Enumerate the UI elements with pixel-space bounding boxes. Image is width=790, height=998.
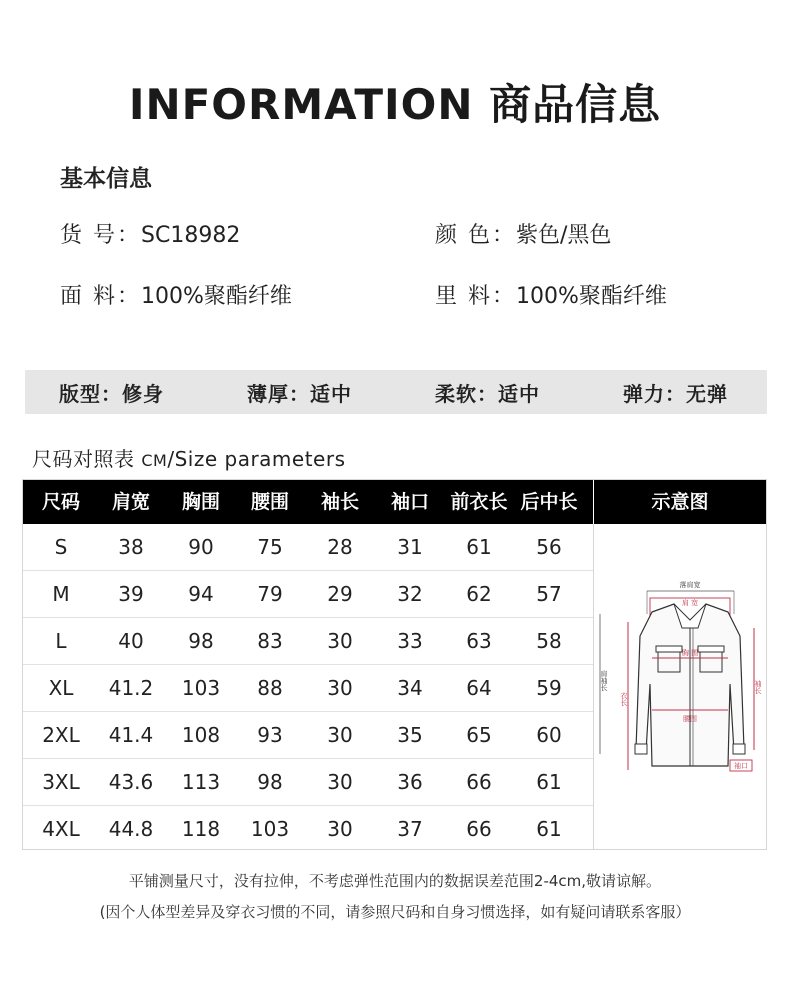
measurement-cell: 28 [327, 535, 353, 559]
measurement-cell: 113 [181, 770, 221, 794]
measurement-cell: 34 [397, 676, 423, 700]
size-table-body [23, 524, 594, 849]
measurement-cell: 61 [536, 817, 562, 841]
header-shoulder: 肩宽 [111, 491, 150, 513]
thickness-attribute: 薄厚：适中 [247, 381, 352, 406]
measurement-cell: 66 [466, 770, 492, 794]
measurement-cell: 66 [466, 817, 492, 841]
measurement-cell: 30 [327, 817, 353, 841]
size-cell: XL [48, 676, 74, 700]
measurement-cell: 83 [257, 629, 283, 653]
fabric-info [60, 279, 292, 310]
size-cell: L [55, 629, 67, 653]
measurement-cell: 79 [257, 582, 283, 606]
table-row [23, 759, 594, 806]
measurement-cell: 38 [118, 535, 144, 559]
body-length-label: 衣长 [620, 692, 628, 706]
measurement-cell: 39 [118, 582, 144, 606]
table-row [23, 571, 594, 618]
cuff-label: 袖口 [734, 762, 748, 770]
header-size: 尺码 [41, 491, 80, 513]
chest-label: 胸 围 [681, 649, 699, 657]
fit-attribute: 版型：修身 [59, 381, 164, 406]
measurement-cell: 30 [327, 770, 353, 794]
color-value: 紫色/黑色 [516, 223, 612, 248]
header-cuff: 袖口 [390, 491, 429, 513]
table-row [23, 665, 594, 712]
left-pocket-flap [656, 646, 682, 652]
size-table [22, 479, 767, 850]
item-number-value: SC18982 [141, 223, 241, 248]
measurement-cell: 103 [250, 817, 290, 841]
right-pocket-flap [698, 646, 724, 652]
basic-info-heading: 基本信息 [60, 166, 152, 192]
measurement-cell: 31 [397, 535, 423, 559]
size-cell: 3XL [42, 770, 80, 794]
header-diagram: 示意图 [651, 491, 709, 513]
measurement-cell: 37 [397, 817, 423, 841]
measurement-cell: 64 [466, 676, 492, 700]
measurement-cell: 32 [397, 582, 423, 606]
shoulder-sleeve-label: 肩袖长 [600, 670, 608, 691]
measurement-cell: 30 [327, 629, 353, 653]
table-row [23, 712, 594, 759]
measurement-cell: 44.8 [108, 817, 154, 841]
measurement-cell: 62 [466, 582, 492, 606]
measurement-cell: 56 [536, 535, 562, 559]
lining-label: 里 料： [435, 284, 516, 309]
header-chest: 胸围 [181, 491, 220, 513]
measurement-cell: 75 [257, 535, 283, 559]
measurement-cell: 90 [188, 535, 214, 559]
elasticity-attribute: 弹力：无弹 [623, 381, 728, 406]
size-table-header [23, 480, 766, 524]
size-table-caption [32, 443, 346, 472]
measurement-cell: 93 [257, 723, 283, 747]
left-cuff [635, 744, 647, 754]
measurement-note: 平铺测量尺寸，没有拉伸，不考虑弹性范围内的数据误差范围2-4cm,敬请谅解。 [128, 872, 662, 890]
attribute-band [25, 370, 767, 414]
shoulder-label: 肩 宽 [681, 599, 699, 607]
measurement-cell: 58 [536, 629, 562, 653]
table-row [23, 618, 594, 665]
fabric-value: 100%聚酯纤维 [141, 284, 292, 309]
color-label: 颜 色： [435, 223, 516, 248]
shirt-diagram-svg [594, 524, 766, 849]
item-number [60, 218, 240, 249]
measurement-cell: 60 [536, 723, 562, 747]
page-title: INFORMATION 商品信息 [128, 80, 662, 129]
header-sleeve: 袖长 [320, 491, 359, 513]
measurement-cell: 59 [536, 676, 562, 700]
measurement-cell: 41.4 [108, 723, 154, 747]
measurement-cell: 30 [327, 676, 353, 700]
measurement-cell: 103 [181, 676, 221, 700]
measurement-cell: 35 [397, 723, 423, 747]
measurement-cell: 98 [257, 770, 283, 794]
measurement-cell: 98 [188, 629, 214, 653]
drop-shoulder-label: 落肩宽 [679, 581, 701, 589]
measurement-cell: 61 [466, 535, 492, 559]
table-row [23, 524, 594, 571]
measurement-cell: 40 [118, 629, 144, 653]
lining-info [435, 279, 667, 310]
shirt-diagram [593, 524, 767, 849]
measurement-cell: 61 [536, 770, 562, 794]
size-caption-main: 尺码对照表 [32, 447, 142, 471]
measurement-cell: 63 [466, 629, 492, 653]
size-advice-note: (因个人体型差异及穿衣习惯的不同，请参照尺码和自身习惯选择，如有疑问请联系客服） [99, 903, 691, 921]
size-cell: M [52, 582, 70, 606]
size-cell: 4XL [42, 817, 80, 841]
size-caption-rest: /Size parameters [167, 447, 346, 471]
size-cell: 2XL [42, 723, 80, 747]
lining-value: 100%聚酯纤维 [516, 284, 667, 309]
color-info [435, 218, 611, 249]
measurement-cell: 108 [181, 723, 221, 747]
size-cell: S [54, 535, 68, 559]
right-cuff [733, 744, 745, 754]
item-number-label: 货 号： [60, 223, 141, 248]
sleeve-label: 袖长 [754, 680, 762, 694]
measurement-cell: 94 [188, 582, 214, 606]
measurement-cell: 30 [327, 723, 353, 747]
measurement-cell: 36 [397, 770, 423, 794]
measurement-cell: 118 [181, 817, 221, 841]
softness-attribute: 柔软：适中 [435, 381, 540, 406]
header-front-length: 前衣长 [450, 491, 508, 513]
header-waist: 腰围 [250, 491, 289, 513]
size-caption-unit: CM [141, 451, 168, 470]
header-back-length: 后中长 [520, 491, 578, 513]
measurement-cell: 41.2 [108, 676, 154, 700]
table-row [23, 806, 594, 853]
measurement-cell: 88 [257, 676, 283, 700]
measurement-cell: 33 [397, 629, 423, 653]
measurement-cell: 29 [327, 582, 353, 606]
waist-label: 腰围 [683, 715, 697, 723]
fabric-label: 面 料： [60, 284, 141, 309]
measurement-cell: 65 [466, 723, 492, 747]
measurement-cell: 57 [536, 582, 562, 606]
measurement-cell: 43.6 [108, 770, 154, 794]
